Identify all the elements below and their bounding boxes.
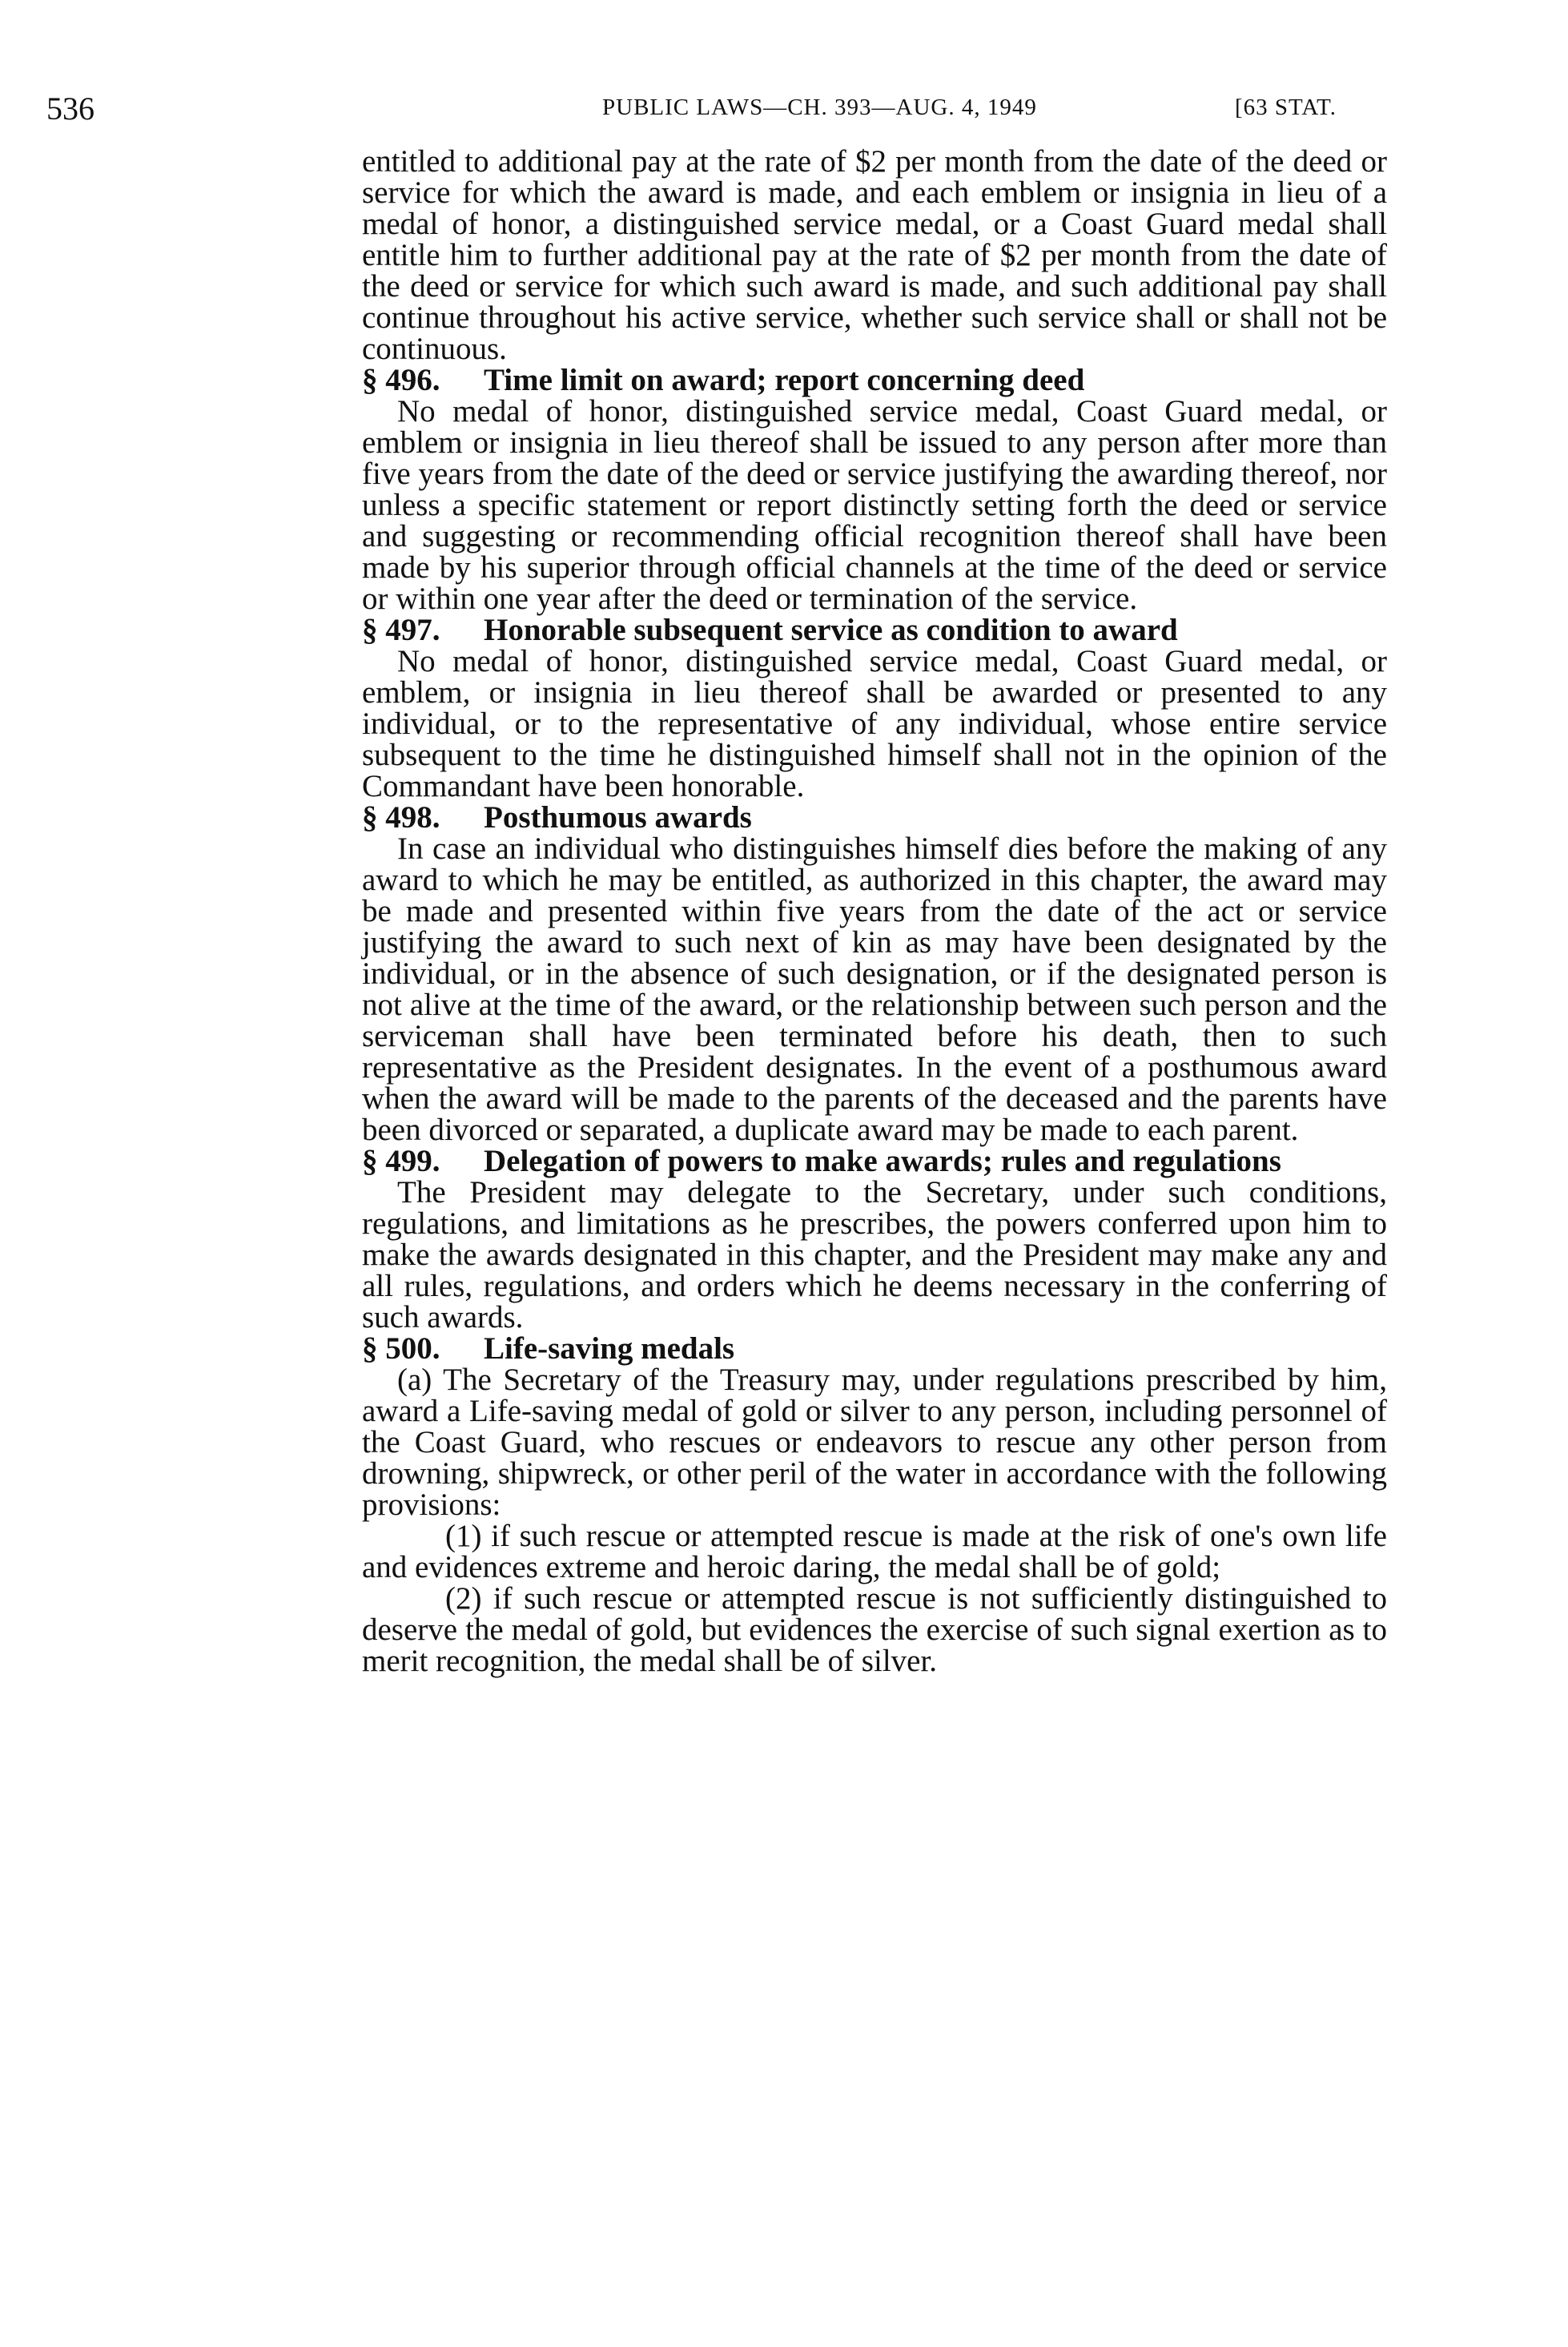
section-498 <box>362 802 1387 1145</box>
running-title: PUBLIC LAWS—CH. 393—AUG. 4, 1949 <box>602 95 1037 120</box>
page-body <box>362 146 1387 1677</box>
section-heading <box>362 1333 1387 1364</box>
section-title: Life-saving medals <box>484 1331 735 1366</box>
section-body: No medal of honor, distinguished service medal, Coast Guard medal, or emblem, or insignia in lieu thereof shall be awarded or presented to any individual, or to the representative of any individual, whose entire service subsequent to the time he distinguished himself shall not in the opinion of the Commandant have been honorable. <box>362 644 1387 803</box>
section-heading <box>362 364 1387 396</box>
intro-paragraph: entitled to additional pay at the rate of $2 per month from the date of the deed or service for which the award is made, and each emblem or insignia in lieu of a medal of honor, a distinguished service medal, or a Coast Guard medal shall entitle him to further additional pay at the rate of $2 per month from the date of the deed or service for which such award is made, and such additional pay shall continue throughout his active service, whether such service shall or shall not be continuous. <box>362 144 1387 366</box>
section-number: § 498. <box>362 800 440 835</box>
statute-reference: [63 STAT. <box>1235 95 1337 120</box>
section-497 <box>362 614 1387 802</box>
section-body: The President may delegate to the Secretary, under such conditions, regulations, and limitations as he prescribes, the powers conferred upon him to make the awards designated in this chapter, and the President may make any and all rules, regulations, and orders which he deems necessary in the conferring of such awards. <box>362 1175 1387 1335</box>
page-number: 536 <box>46 91 94 127</box>
section-499 <box>362 1145 1387 1333</box>
section-500 <box>362 1333 1387 1677</box>
page-header <box>46 90 1408 131</box>
section-body: (a) The Secretary of the Treasury may, under regulations prescribed by him, award a Life-saving medal of gold or silver to any person, including personnel of the Coast Guard, who rescues or endeavors to rescue any other person from drowning, shipwreck, or other peril of the water in accordance with the following provisions: <box>362 1363 1387 1522</box>
section-496 <box>362 364 1387 614</box>
subitem-2: (2) if such rescue or attempted rescue is not sufficiently distinguished to deserve the medal of gold, but evidences the exercise of such signal exertion as to merit recognition, the medal shall be of silver. <box>362 1581 1387 1678</box>
section-number: § 500. <box>362 1331 440 1366</box>
section-number: § 497. <box>362 613 440 647</box>
section-body: No medal of honor, distinguished service medal, Coast Guard medal, or emblem or insignia in lieu thereof shall be issued to any person after more than five years from the date of the deed or service justifying the awarding thereof, nor unless a specific statement or report distinctly setting forth the deed or service and suggesting or recommending official recognition thereof shall have been made by his superior through official channels at the time of the deed or service or within one year after the deed or termination of the service. <box>362 394 1387 616</box>
section-title: Time limit on award; report concerning deed <box>484 363 1085 397</box>
section-heading <box>362 802 1387 833</box>
section-heading <box>362 1145 1387 1177</box>
subitem-1: (1) if such rescue or attempted rescue is made at the risk of one's own life and evidences extreme and heroic daring, the medal shall be of gold; <box>362 1519 1387 1584</box>
section-title: Posthumous awards <box>484 800 752 835</box>
section-number: § 496. <box>362 363 440 397</box>
section-heading <box>362 614 1387 646</box>
section-title: Delegation of powers to make awards; rules and regulations <box>484 1144 1281 1178</box>
section-body: In case an individual who distinguishes himself dies before the making of any award to which he may be entitled, as authorized in this chapter, the award may be made and presented within five years from the date of the act or service justifying the award to such next of kin as may have been designated by the individual, or in the absence of such designation, or if the designated person is not alive at the time of the award, or the relationship between such person and the serviceman shall have been terminated before his death, then to such representative as the President designates. In the event of a posthumous award when the award will be made to the parents of the deceased and the parents have been divorced or separated, a duplicate award may be made to each parent. <box>362 831 1387 1147</box>
section-number: § 499. <box>362 1144 440 1178</box>
section-title: Honorable subsequent service as condition to award <box>484 613 1178 647</box>
